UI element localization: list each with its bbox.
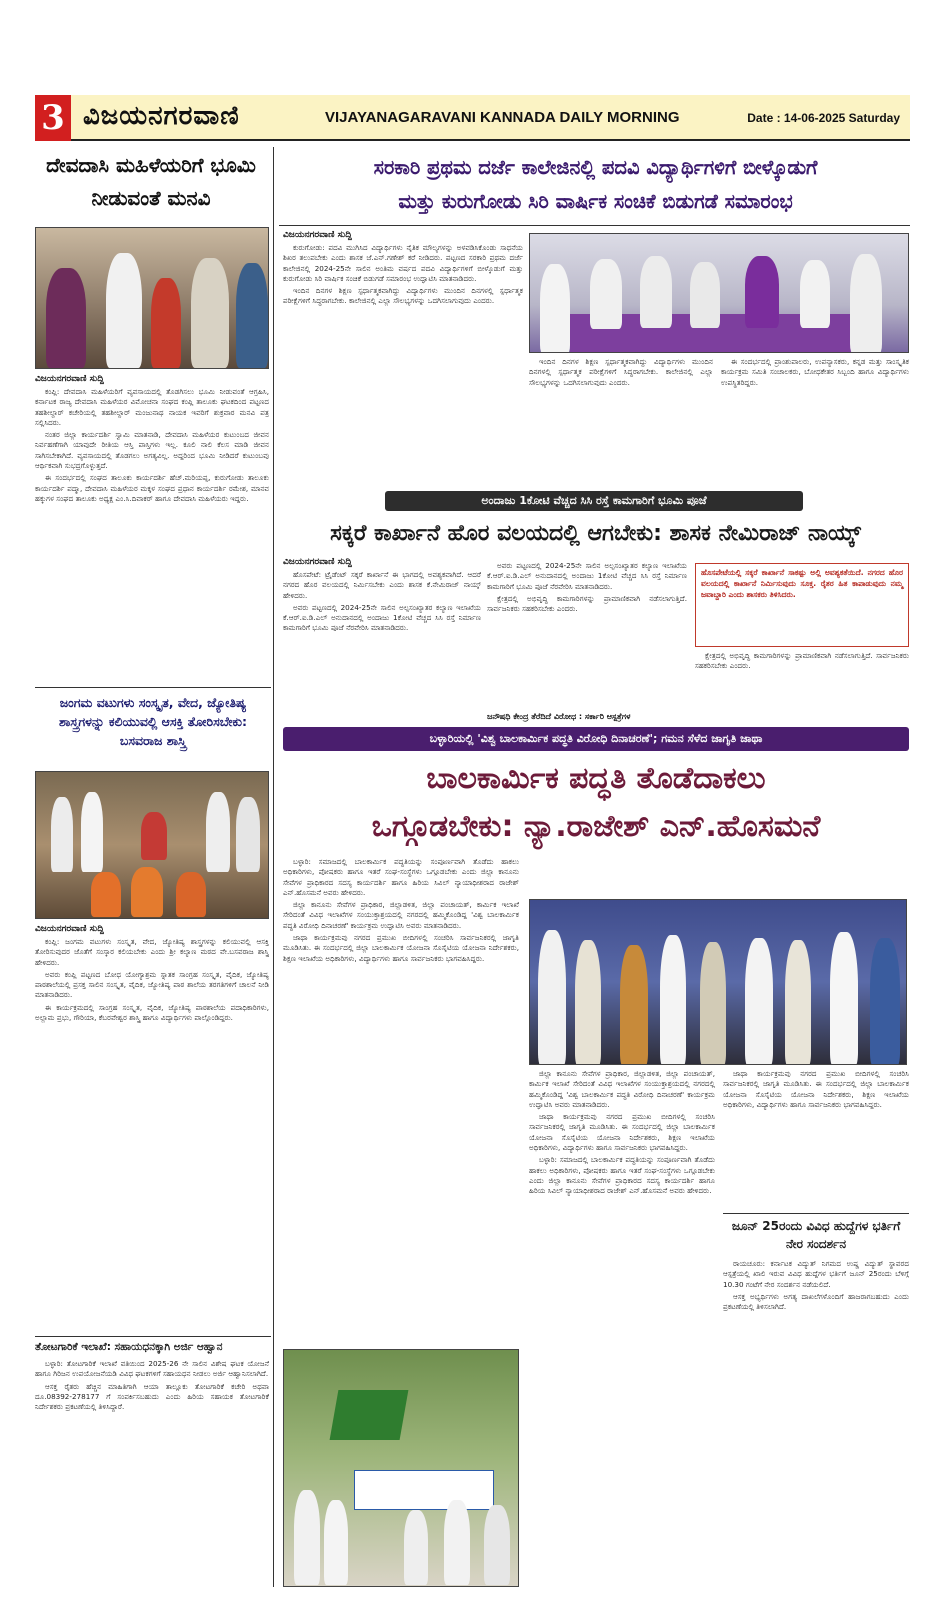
paragraph: ಆಸಕ್ತ ಅಭ್ಯರ್ಥಿಗಳು ಅಗತ್ಯ ದಾಖಲೆಗಳೊಂದಿಗೆ ಹಾಜರಾಗಬಹುದು ಎಂದು ಪ್ರಕಟಣೆಯಲ್ಲಿ ತಿಳಿಸಲಾಗಿದೆ.: [723, 1291, 909, 1312]
sugar-body-col2: [487, 561, 687, 711]
paragraph: ಇಂದಿನ ದಿನಗಳ ಶಿಕ್ಷಣ ಸ್ಪರ್ಧಾತ್ಮಕವಾಗಿದ್ದು ವಿದ್ಯಾರ್ಥಿಗಳು ಮುಂದಿನ ದಿನಗಳಲ್ಲಿ ಸ್ಪರ್ಧಾತ್ಮಕ ಪರೀಕ್ಷೆಗಳಿಗೆ ಸಿದ್ಧರಾಗಬೇಕು. ಕಾಲೇಜಿನಲ್ಲಿ ಎಲ್ಲಾ ಸೌಲಭ್ಯಗಳನ್ನು ಒದಗಿಸಲಾಗುವುದು ಎಂದರು.: [529, 357, 713, 387]
paragraph: ಅವರು ಪಟ್ಟಣದಲ್ಲಿ 2024-25ನೇ ಸಾಲಿನ ಅಲ್ಪಸಂಖ್ಯಾತರ ಕಲ್ಯಾಣ ಇಲಾಖೆಯ ಕೆ.ಆರ್.ಐ.ಡಿ.ಎಲ್ ಅನುದಾನದಲ್ಲಿ ಅಂದಾಜು 1ಕೋಟಿ ವೆಚ್ಚದ ಸಿಸಿ ರಸ್ತೆ ನಿರ್ಮಾಣ ಕಾಮಗಾರಿಗೆ ಭೂಮಿ ಪೂಜೆ ನೆರವೇರಿಸಿ ಮಾತನಾಡಿದರು.: [487, 561, 687, 591]
sugar-body-col3: [695, 651, 909, 721]
child-labour-body-col3: [723, 1069, 909, 1209]
vedic-headline: ಜಂಗಮ ವಟುಗಳು ಸಂಸ್ಕೃತ, ವೇದ, ಜ್ಯೋತಿಷ್ಯ ಶಾಸ್ತ್ರಗಳನ್ನು ಕಲಿಯುವಲ್ಲಿ ಆಸಕ್ತಿ ತೋರಿಸಬೇಕು: ಬಸವರಾಜ ಶಾಸ್ತ್ರಿ: [59, 695, 247, 748]
paper-name-kannada: ವಿಜಯನಗರವಾಣಿ: [83, 101, 240, 131]
issue-date: Date : 14-06-2025 Saturday: [747, 111, 900, 125]
sugar-body-col1: [283, 570, 481, 722]
masthead: [35, 95, 910, 141]
paragraph: ಕಂಪ್ಲಿ: ದೇವದಾಸಿ ಮಹಿಳೆಯರಿಗೆ ವ್ಯವಸಾಯದಲ್ಲಿ ತೊಡಗಿಸಲು ಭೂಮಿ ನೀಡುವಂತೆ ಆಗ್ರಹಿಸಿ, ಕರ್ನಾಟಕ ರಾಜ್ಯ ದೇವದಾಸಿ ಮಹಿಳೆಯರ ವಿಮೋಚನಾ ಸಂಘದ ಕಂಪ್ಲಿ ತಾಲೂಕು ಘಟಕದಿಂದ ಪಟ್ಟಣದ ತಹಶೀಲ್ದಾರ್ ಕಚೇರಿಯಲ್ಲಿ ತಹಶೀಲ್ದಾರ್ ಮಂಜುನಾಥ ನಾಯಕ ಇವರಿಗೆ ಶುಕ್ರವಾರ ಮನವಿ ಪತ್ರ ಸಲ್ಲಿಸಿದರು.: [35, 387, 269, 427]
college-photo: [529, 233, 909, 353]
paragraph: ಬಳ್ಳಾರಿ: ಸಮಾಜದಲ್ಲಿ ಬಾಲಕಾರ್ಮಿಕ ಪದ್ಧತಿಯನ್ನು ಸಂಪೂರ್ಣವಾಗಿ ತೊಡೆದು ಹಾಕಲು ಅಧಿಕಾರಿಗಳು, ಪೋಷಕರು ಹಾಗೂ ಇತರೆ ಸಂಘ-ಸಂಸ್ಥೆಗಳು ಒಗ್ಗೂಡಬೇಕು ಎಂದು ಜಿಲ್ಲಾ ಕಾನೂನು ಸೇವೆಗಳ ಪ್ರಾಧಿಕಾರದ ಸದಸ್ಯ ಕಾರ್ಯದರ್ಶಿ ಹಾಗೂ ಹಿರಿಯ ಸಿವಿಲ್ ನ್ಯಾಯಾಧೀಶರಾದ ರಾಜೇಶ್ ಎನ್.ಹೊಸಮನೆ ಅವರು ಹೇಳಿದರು.: [529, 1155, 715, 1196]
child-labour-headline: [283, 755, 909, 851]
devadasi-photo: [35, 227, 269, 369]
child-labour-headline-line1: ಬಾಲಕಾರ್ಮಿಕ ಪದ್ಧತಿ ತೊಡೆದಾಕಲು: [426, 761, 766, 796]
vedic-photo: [35, 771, 269, 919]
devadasi-headline: ದೇವದಾಸಿ ಮಹಿಳೆಯರಿಗೆ ಭೂಮಿ ನೀಡುವಂತೆ ಮನವಿ: [46, 153, 256, 210]
sugar-caption: ಜನೌಷಧಿ ಕೇಂದ್ರ ತೆರೆದಿದೆ ವಿರೋಧ : ಸರ್ಕಾರಿ ಆಸ್ಪತ್ರೆಗಳ: [487, 712, 631, 721]
college-byline: ವಿಜಯನಗರವಾಣಿ ಸುದ್ದಿ: [283, 230, 352, 240]
story-divider: [723, 1213, 909, 1214]
june25-body: [723, 1259, 909, 1585]
sugar-box-note: ಹೊಸಪೇಟೆಯಲ್ಲಿ ಸಕ್ಕರೆ ಕಾರ್ಖಾನೆ ಸಾಕಷ್ಟು ಅಲ್ಲಿ ಅವಶ್ಯಕತೆಯಿದೆ. ನಗರದ ಹೊರ ವಲಯದಲ್ಲಿ ಕಾರ್ಖಾನೆ ನಿರ್ಮಿಸುವುದು ಸೂಕ್ತ. ರೈತರ ಹಿತ ಕಾಪಾಡುವುದು ನಮ್ಮ ಜವಾಬ್ದಾರಿ ಎಂದು ಶಾಸಕರು ತಿಳಿಸಿದರು.: [695, 563, 909, 647]
paragraph: ಜಾಥಾ ಕಾರ್ಯಕ್ರಮವು ನಗರದ ಪ್ರಮುಖ ಬೀದಿಗಳಲ್ಲಿ ಸಂಚರಿಸಿ ಸಾರ್ವಜನಿಕರಲ್ಲಿ ಜಾಗೃತಿ ಮೂಡಿಸಿತು. ಈ ಸಂದರ್ಭದಲ್ಲಿ ಜಿಲ್ಲಾ ಬಾಲಕಾರ್ಮಿಕ ಯೋಜನಾ ಸೊಸೈಟಿಯ ಯೋಜನಾ ನಿರ್ದೇಶಕರು, ಶಿಕ್ಷಣ ಇಲಾಖೆಯ ಅಧಿಕಾರಿಗಳು, ವಿದ್ಯಾರ್ಥಿಗಳು ಹಾಗೂ ಸಾರ್ವಜನಿಕರು ಭಾಗವಹಿಸಿದ್ದರು.: [283, 933, 519, 963]
sugar-byline: ವಿಜಯನಗರವಾಣಿ ಸುದ್ದಿ: [283, 557, 352, 567]
sugar-headline: ಸಕ್ಕರೆ ಕಾರ್ಖಾನೆ ಹೊರ ವಲಯದಲ್ಲಿ ಆಗಬೇಕು: ಶಾಸಕ ನೇಮಿರಾಜ್ ನಾಯ್ಕ್: [330, 521, 861, 546]
horticulture-headline: ತೋಟಗಾರಿಕೆ ಇಲಾಖೆ: ಸಹಾಯಧನಕ್ಕಾಗಿ ಅರ್ಜಿ ಆಹ್ವಾನ: [35, 1341, 223, 1353]
paragraph: ಕ್ಷೇತ್ರದಲ್ಲಿ ಅಭಿವೃದ್ಧಿ ಕಾಮಗಾರಿಗಳನ್ನು ಪ್ರಾಮಾಣಿಕವಾಗಿ ನಡೆಸಲಾಗುತ್ತಿದೆ. ಸಾರ್ವಜನಿಕರು ಸಹಕರಿಸಬೇಕು ಎಂದರು.: [487, 593, 687, 614]
college-headline: [283, 151, 908, 219]
newspaper-page: [35, 95, 910, 1590]
paragraph: ಈ ಸಂದರ್ಭದಲ್ಲಿ ಪ್ರಾಂಶುಪಾಲರು, ಉಪನ್ಯಾಸಕರು, ಕನ್ನಡ ಮತ್ತು ಸಾಂಸ್ಕೃತಿಕ ಕಾರ್ಯಕ್ರಮ ಸಮಿತಿ ಸಂಚಾಲಕರು, ಬೋಧಕೇತರ ಸಿಬ್ಬಂದಿ ಹಾಗೂ ವಿದ್ಯಾರ್ಥಿಗಳು ಉಪಸ್ಥಿತರಿದ್ದರು.: [721, 357, 909, 387]
devadasi-body: [35, 387, 269, 683]
paragraph: ಬಳ್ಳಾರಿ: ತೋಟಗಾರಿಕೆ ಇಲಾಖೆ ವತಿಯಿಂದ 2025-26 ನೇ ಸಾಲಿನ ವಿಶೇಷ ಘಟಕ ಯೋಜನೆ ಹಾಗೂ ಗಿರಿಜನ ಉಪಯೋಜನೆಯಡಿ ವಿವಿಧ ಘಟಕಗಳಿಗೆ ಸಹಾಯಧನ ನೀಡಲು ಅರ್ಜಿ ಆಹ್ವಾನಿಸಲಾಗಿದೆ.: [35, 1359, 269, 1379]
paragraph: ಕಂಪ್ಲಿ: ಜಂಗಮ ವಟುಗಳು ಸಂಸ್ಕೃತ, ವೇದ, ಜ್ಯೋತಿಷ್ಯ ಶಾಸ್ತ್ರಗಳನ್ನು ಕಲಿಯುವಲ್ಲಿ ಆಸಕ್ತಿ ತೋರಿಸುವುದರ ಜೊತೆಗೆ ಸಂಸ್ಕಾರ ಕಲಿಯಬೇಕು ಎಂದು ಶ್ರೀ ಕಲ್ಯಾಣ ಮಠದ ವೇ.ಬಸವರಾಜ ಶಾಸ್ತ್ರಿ ಹೇಳಿದರು.: [35, 937, 269, 967]
paragraph: ಜಾಥಾ ಕಾರ್ಯಕ್ರಮವು ನಗರದ ಪ್ರಮುಖ ಬೀದಿಗಳಲ್ಲಿ ಸಂಚರಿಸಿ ಸಾರ್ವಜನಿಕರಲ್ಲಿ ಜಾಗೃತಿ ಮೂಡಿಸಿತು. ಈ ಸಂದರ್ಭದಲ್ಲಿ ಜಿಲ್ಲಾ ಬಾಲಕಾರ್ಮಿಕ ಯೋಜನಾ ಸೊಸೈಟಿಯ ಯೋಜನಾ ನಿರ್ದೇಶಕರು, ಶಿಕ್ಷಣ ಇಲಾಖೆಯ ಅಧಿಕಾರಿಗಳು, ವಿದ್ಯಾರ್ಥಿಗಳು ಹಾಗೂ ಸಾರ್ವಜನಿಕರು ಭಾಗವಹಿಸಿದ್ದರು.: [529, 1112, 715, 1153]
college-body-col1: [283, 243, 523, 483]
column-rule: [273, 147, 274, 1587]
paragraph: ಹೊಸಪೇಟೆ: ಟ್ರೈಡೆಂಟ್ ಸಕ್ಕರೆ ಕಾರ್ಖಾನೆ ಈ ಭಾಗದಲ್ಲಿ ಅವಶ್ಯಕವಾಗಿದೆ. ಆದರೆ ನಗರದ ಹೊರ ವಲಯದಲ್ಲಿ ನಿರ್ಮಿಸಬೇಕು ಎಂದು ಶಾಸಕ ಕೆ.ನೇಮಿರಾಜ್ ನಾಯ್ಕ್ ಹೇಳಿದರು.: [283, 570, 481, 600]
devadasi-byline: ವಿಜಯನಗರವಾಣಿ ಸುದ್ದಿ: [35, 374, 104, 384]
child-labour-photo: [529, 899, 907, 1065]
sugar-strap: ಅಂದಾಜು 1ಕೋಟಿ ವೆಚ್ಚದ ಸಿಸಿ ರಸ್ತೆ ಕಾಮಗಾರಿಗೆ ಭೂಮಿ ಪೂಜೆ: [385, 491, 803, 511]
paragraph: ಜಿಲ್ಲಾ ಕಾನೂನು ಸೇವೆಗಳ ಪ್ರಾಧಿಕಾರ, ಜಿಲ್ಲಾಡಳಿತ, ಜಿಲ್ಲಾ ಪಂಚಾಯತ್, ಕಾರ್ಮಿಕ ಇಲಾಖೆ ಸೇರಿದಂತೆ ವಿವಿಧ ಇಲಾಖೆಗಳ ಸಂಯುಕ್ತಾಶ್ರಯದಲ್ಲಿ ನಗರದಲ್ಲಿ ಹಮ್ಮಿಕೊಂಡಿದ್ದ 'ವಿಶ್ವ ಬಾಲಕಾರ್ಮಿಕ ಪದ್ಧತಿ ವಿರೋಧಿ ದಿನಾಚರಣೆ' ಕಾರ್ಯಕ್ರಮ ಉದ್ಘಾಟಿಸಿ ಅವರು ಮಾತನಾಡಿದರು.: [283, 900, 519, 930]
college-headline-line1: ಸರಕಾರಿ ಪ್ರಥಮ ದರ್ಜೆ ಕಾಲೇಜಿನಲ್ಲಿ ಪದವಿ ವಿದ್ಯಾರ್ಥಿಗಳಿಗೆ ಬೀಳ್ಕೊಡುಗೆ: [373, 156, 818, 179]
child-labour-headline-line2: ಒಗ್ಗೂಡಬೇಕು: ನ್ಯಾ.ರಾಜೇಶ್ ಎನ್.ಹೊಸಮನೆ: [371, 809, 821, 844]
paragraph: ರಾಯಚೂರು: ಕರ್ನಾಟಕ ವಿದ್ಯುತ್ ನಿಗಮದ ಉಷ್ಣ ವಿದ್ಯುತ್ ಸ್ಥಾವರದ ಆಸ್ಪತ್ರೆಯಲ್ಲಿ ಖಾಲಿ ಇರುವ ವಿವಿಧ ಹುದ್ದೆಗಳ ಭರ್ತಿಗೆ ಜೂನ್ 25ರಂದು ಬೆಳಿಗ್ಗೆ 10.30 ಗಂಟೆಗೆ ನೇರ ಸಂದರ್ಶನ ನಡೆಯಲಿದೆ.: [723, 1259, 909, 1289]
college-headline-line2: ಮತ್ತು ಕುರುಗೋಡು ಸಿರಿ ವಾರ್ಷಿಕ ಸಂಚಿಕೆ ಬಿಡುಗಡೆ ಸಮಾರಂಭ: [398, 190, 793, 213]
page-number: 3: [35, 95, 71, 141]
paragraph: ಕ್ಷೇತ್ರದಲ್ಲಿ ಅಭಿವೃದ್ಧಿ ಕಾಮಗಾರಿಗಳನ್ನು ಪ್ರಾಮಾಣಿಕವಾಗಿ ನಡೆಸಲಾಗುತ್ತಿದೆ. ಸಾರ್ವಜನಿಕರು ಸಹಕರಿಸಬೇಕು ಎಂದರು.: [695, 651, 909, 671]
paragraph: ಕುರುಗೋಡು: ಪದವಿ ಮುಗಿಸಿದ ವಿದ್ಯಾರ್ಥಿಗಳು ನೈತಿಕ ಮೌಲ್ಯಗಳನ್ನು ಅಳವಡಿಸಿಕೊಂಡು ಸಾಧನೆಯ ಶಿಖರ ತಲುಪಬೇಕು ಎಂದು ಶಾಸಕ ಜೆ.ಎನ್.ಗಣೇಶ್ ಕರೆ ನೀಡಿದರು. ಪಟ್ಟಣದ ಸರಕಾರಿ ಪ್ರಥಮ ದರ್ಜೆ ಕಾಲೇಜಿನಲ್ಲಿ 2024-25ನೇ ಸಾಲಿನ ಅಂತಿಮ ವರ್ಷದ ಪದವಿ ವಿದ್ಯಾರ್ಥಿಗಳಿಗೆ ಬೀಳ್ಕೊಡುಗೆ ಮತ್ತು ಕುರುಗೋಡು ಸಿರಿ ವಾರ್ಷಿಕ ಸಂಚಿಕೆ ಬಿಡುಗಡೆ ಸಮಾರಂಭ ಉದ್ಘಾಟಿಸಿ ಮಾತನಾಡಿದರು.: [283, 243, 523, 283]
paragraph: ಅವರು ಪಟ್ಟಣದಲ್ಲಿ 2024-25ನೇ ಸಾಲಿನ ಅಲ್ಪಸಂಖ್ಯಾತರ ಕಲ್ಯಾಣ ಇಲಾಖೆಯ ಕೆ.ಆರ್.ಐ.ಡಿ.ಎಲ್ ಅನುದಾನದಲ್ಲಿ ಅಂದಾಜು 1ಕೋಟಿ ವೆಚ್ಚದ ಸಿಸಿ ರಸ್ತೆ ನಿರ್ಮಾಣ ಕಾಮಗಾರಿಗೆ ಭೂಮಿ ಪೂಜೆ ನೆರವೇರಿಸಿ ಮಾತನಾಡಿದರು.: [283, 602, 481, 633]
child-labour-strap: ಬಳ್ಳಾರಿಯಲ್ಲಿ 'ವಿಶ್ವ ಬಾಲಕಾರ್ಮಿಕ ಪದ್ಧತಿ ವಿರೋಧಿ ದಿನಾಚರಣೆ'; ಗಮನ ಸೆಳೆದ ಜಾಗೃತಿ ಜಾಥಾ: [283, 727, 909, 751]
paragraph: ನಂತರ ಜಿಲ್ಲಾ ಕಾರ್ಯದರ್ಶಿ ಸ್ವಾಮಿ ಮಾತನಾಡಿ, ದೇವದಾಸಿ ಮಹಿಳೆಯರ ಕುಟುಂಬದ ಜೀವನ ನಿರ್ವಹಣೆಗಾಗಿ ಯಾವುದೇ ರೀತಿಯ ಆಸ್ತಿ ಪಾಸ್ತಿಗಳು ಇಲ್ಲ. ಕೂಲಿ ನಾಲಿ ಕೆಲಸ ಮಾಡಿ ಜೀವನ ಸಾಗಿಸಬೇಕಾಗಿದೆ. ವ್ಯವಸಾಯದಲ್ಲಿ ತೊಡಗಲು ಅಗತ್ಯವಿಲ್ಲ. ಅದ್ದರಿಂದ ಭೂಮಿ ನೀಡಿದರೆ ಕುಟುಂಬವು ಆರ್ಥಿಕವಾಗಿ ಸುಭದ್ರಗೊಳ್ಳುತ್ತದೆ.: [35, 430, 269, 471]
jatha-photo: [283, 1349, 519, 1587]
paper-name-english: VIJAYANAGARAVANI KANNADA DAILY MORNING: [325, 109, 680, 126]
paragraph: ಬಳ್ಳಾರಿ: ಸಮಾಜದಲ್ಲಿ ಬಾಲಕಾರ್ಮಿಕ ಪದ್ಧತಿಯನ್ನು ಸಂಪೂರ್ಣವಾಗಿ ತೊಡೆದು ಹಾಕಲು ಅಧಿಕಾರಿಗಳು, ಪೋಷಕರು ಹಾಗೂ ಇತರೆ ಸಂಘ-ಸಂಸ್ಥೆಗಳು ಒಗ್ಗೂಡಬೇಕು ಎಂದು ಜಿಲ್ಲಾ ಕಾನೂನು ಸೇವೆಗಳ ಪ್ರಾಧಿಕಾರದ ಸದಸ್ಯ ಕಾರ್ಯದರ್ಶಿ ಹಾಗೂ ಹಿರಿಯ ಸಿವಿಲ್ ನ್ಯಾಯಾಧೀಶರಾದ ರಾಜೇಶ್ ಎನ್.ಹೊಸಮನೆ ಅವರು ಹೇಳಿದರು.: [283, 857, 519, 897]
horticulture-body: [35, 1359, 269, 1587]
paragraph: ಇಂದಿನ ದಿನಗಳ ಶಿಕ್ಷಣ ಸ್ಪರ್ಧಾತ್ಮಕವಾಗಿದ್ದು ವಿದ್ಯಾರ್ಥಿಗಳು ಮುಂದಿನ ದಿನಗಳಲ್ಲಿ ಸ್ಪರ್ಧಾತ್ಮಕ ಪರೀಕ್ಷೆಗಳಿಗೆ ಸಿದ್ಧರಾಗಬೇಕು. ಕಾಲೇಜಿನಲ್ಲಿ ಎಲ್ಲಾ ಸೌಲಭ್ಯಗಳನ್ನು ಒದಗಿಸಲಾಗುವುದು ಎಂದರು.: [283, 286, 523, 306]
paragraph: ಜಿಲ್ಲಾ ಕಾನೂನು ಸೇವೆಗಳ ಪ್ರಾಧಿಕಾರ, ಜಿಲ್ಲಾಡಳಿತ, ಜಿಲ್ಲಾ ಪಂಚಾಯತ್, ಕಾರ್ಮಿಕ ಇಲಾಖೆ ಸೇರಿದಂತೆ ವಿವಿಧ ಇಲಾಖೆಗಳ ಸಂಯುಕ್ತಾಶ್ರಯದಲ್ಲಿ ನಗರದಲ್ಲಿ ಹಮ್ಮಿಕೊಂಡಿದ್ದ 'ವಿಶ್ವ ಬಾಲಕಾರ್ಮಿಕ ಪದ್ಧತಿ ವಿರೋಧಿ ದಿನಾಚರಣೆ' ಕಾರ್ಯಕ್ರಮ ಉದ್ಘಾಟಿಸಿ ಅವರು ಮಾತನಾಡಿದರು.: [529, 1069, 715, 1109]
paragraph: ಅವರು ಕಂಪ್ಲಿ ಪಟ್ಟಣದ ಬೋಧ ಯೋಗ್ಯಾಶ್ರಮ ಸ್ನಾತಕ ಸಾಂಗ್ರಹ ಸಂಸ್ಕೃತ, ವೈದಿಕ, ಜ್ಯೋತಿಷ್ಯ ಪಾಠಶಾಲೆಯಲ್ಲಿ ಪ್ರಸಕ್ತ ಸಾಲಿನ ಸಂಸ್ಕೃತ, ವೈದಿಕ, ಜ್ಯೋತಿಷ್ಯ ಪಾಠ ಶಾಲೆಯ ತರಗತಿಗಳಿಗೆ ಚಾಲನೆ ನೀಡಿ ಮಾತನಾಡಿದರು.: [35, 969, 269, 1000]
vedic-body: [35, 937, 269, 1333]
june25-headline: ಜೂನ್ 25ರಂದು ವಿವಿಧ ಹುದ್ದೆಗಳ ಭರ್ತಿಗೆ ನೇರ ಸಂದರ್ಶನ: [731, 1219, 901, 1251]
college-body-col2: [529, 357, 713, 483]
child-labour-body-col1: [283, 857, 519, 1345]
child-labour-body-col2: [529, 1069, 715, 1585]
paragraph: ಈ ಸಂದರ್ಭದಲ್ಲಿ ಸಂಘದ ತಾಲೂಕು ಕಾರ್ಯದರ್ಶಿ ಹೆಚ್.ಮರಿಯಪ್ಪ, ಕುರುಗೋಡು ತಾಲೂಕು ಕಾರ್ಯದರ್ಶಿ ಪದ್ಮಾ, ದೇವದಾಸಿ ಮಹಿಳೆಯರ ಮಕ್ಕಳ ಸಂಘದ ಪ್ರಧಾನ ಕಾರ್ಯದರ್ಶಿ ರಮೇಶ, ಮಾನವ ಹಕ್ಕುಗಳ ಸಂಘದ ತಾಲೂಕು ಅಧ್ಯಕ್ಷ ಎಂ.ಸಿ.ದಿವಾಕರ್ ಹಾಗೂ ದೇವದಾಸಿ ಮಹಿಳೆಯರು ಇದ್ದರು.: [35, 473, 269, 503]
paragraph: ಜಾಥಾ ಕಾರ್ಯಕ್ರಮವು ನಗರದ ಪ್ರಮುಖ ಬೀದಿಗಳಲ್ಲಿ ಸಂಚರಿಸಿ ಸಾರ್ವಜನಿಕರಲ್ಲಿ ಜಾಗೃತಿ ಮೂಡಿಸಿತು. ಈ ಸಂದರ್ಭದಲ್ಲಿ ಜಿಲ್ಲಾ ಬಾಲಕಾರ್ಮಿಕ ಯೋಜನಾ ಸೊಸೈಟಿಯ ಯೋಜನಾ ನಿರ್ದೇಶಕರು, ಶಿಕ್ಷಣ ಇಲಾಖೆಯ ಅಧಿಕಾರಿಗಳು, ವಿದ್ಯಾರ್ಥಿಗಳು ಹಾಗೂ ಸಾರ್ವಜನಿಕರು ಭಾಗವಹಿಸಿದ್ದರು.: [723, 1069, 909, 1109]
college-body-col3: [721, 357, 909, 483]
story-divider: [279, 225, 910, 226]
story-divider: [35, 687, 271, 688]
story-divider: [35, 1336, 271, 1337]
paragraph: ಆಸಕ್ತ ರೈತರು ಹೆಚ್ಚಿನ ಮಾಹಿತಿಗಾಗಿ ಆಯಾ ತಾಲ್ಲೂಕು ತೋಟಗಾರಿಕೆ ಕಚೇರಿ ಅಥವಾ ದೂ.08392-278177 ಗೆ ಸಂಪರ್ಕಿಸಬಹುದು ಎಂದು ಹಿರಿಯ ಸಹಾಯಕ ತೋಟಗಾರಿಕೆ ನಿರ್ದೇಶಕರು ಪ್ರಕಟಣೆಯಲ್ಲಿ ತಿಳಿಸಿದ್ದಾರೆ.: [35, 1381, 269, 1412]
paragraph: ಈ ಕಾರ್ಯಕ್ರಮದಲ್ಲಿ ಸಾಂಗ್ರಹ ಸಂಸ್ಕೃತ, ವೈದಿಕ, ಜ್ಯೋತಿಷ್ಯ ಪಾಠಶಾಲೆಯ ಪದಾಧಿಕಾರಿಗಳು, ಅಲ್ಲಾಮ ಪ್ರಭು, ಗೌರಿಯಾ, ಕೆಬರವೇಶ್ವರ ಶಾಸ್ತ್ರಿ ಹಾಗೂ ವಿದ್ಯಾರ್ಥಿಗಳು ಪಾಲ್ಗೊಂಡಿದ್ದರು.: [35, 1002, 269, 1023]
vedic-byline: ವಿಜಯನಗರವಾಣಿ ಸುದ್ದಿ: [35, 924, 104, 934]
